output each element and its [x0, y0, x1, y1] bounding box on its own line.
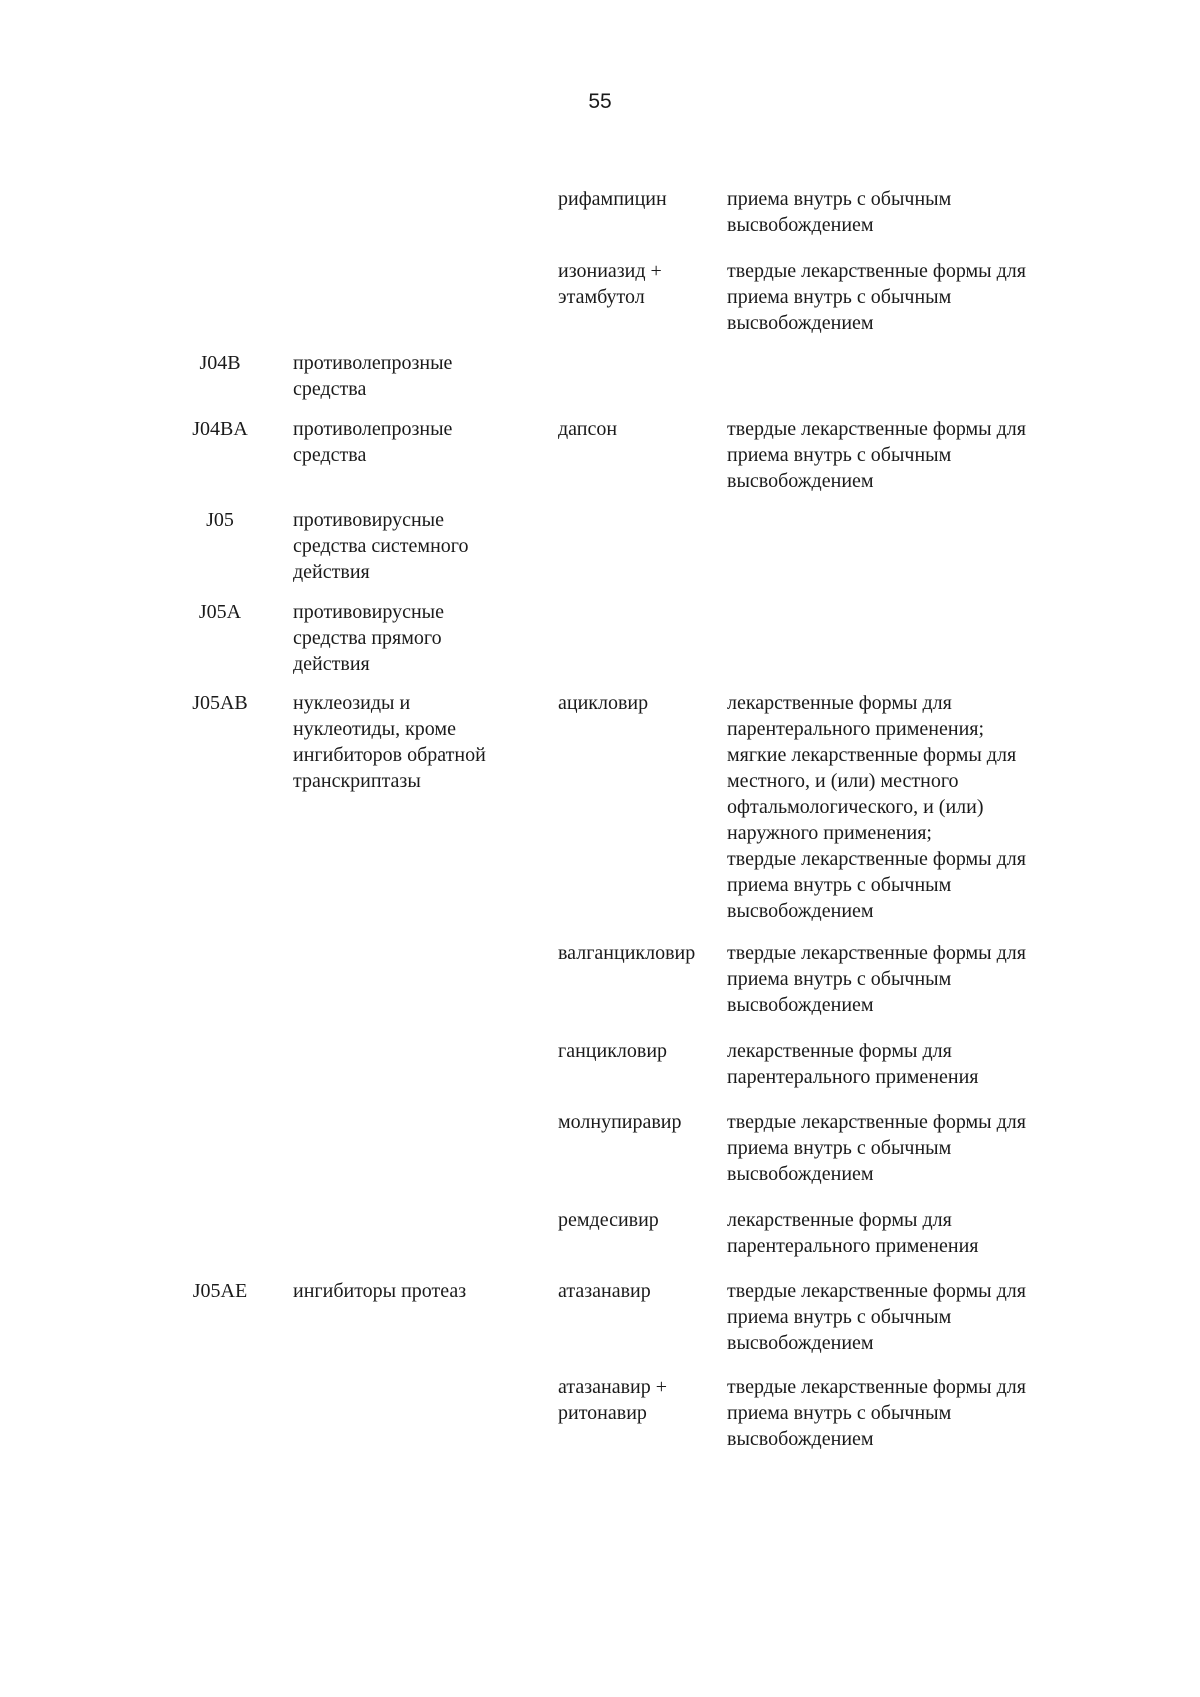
drug-name: ремдесивир — [558, 1209, 659, 1231]
atc-code: J05A — [198, 601, 242, 623]
group-name: противолепрозные средства — [293, 352, 453, 400]
page-number: 55 — [588, 90, 612, 113]
table-row — [180, 350, 1080, 416]
group-name: противолепрозные средства — [293, 418, 453, 466]
drug-name: валганцикловир — [558, 942, 696, 964]
drug-name: дапсон — [558, 418, 618, 440]
table-row — [180, 507, 1080, 599]
drug-name: ацикловир — [558, 692, 649, 714]
group-name: ингибиторы протеаз — [293, 1280, 467, 1302]
table-row — [180, 1278, 1080, 1374]
drug-name: изониазид + этамбутол — [558, 260, 662, 308]
atc-code: J04BA — [192, 418, 248, 440]
group-name: противовирусные средства системного действия — [293, 509, 469, 583]
dosage-form: лекарственные формы для парентерального применения — [727, 1040, 979, 1088]
atc-code: J04B — [199, 352, 241, 374]
table-row — [180, 1038, 1080, 1109]
atc-code: J05AE — [192, 1280, 248, 1302]
table-row — [180, 1109, 1080, 1207]
drug-name: ганцикловир — [558, 1040, 668, 1062]
table-row — [180, 690, 1080, 940]
drug-table — [180, 186, 1080, 1464]
table-row — [180, 258, 1080, 350]
dosage-form: лекарственные формы для парентерального применения — [727, 1209, 979, 1257]
table-row — [180, 416, 1080, 507]
dosage-form: твердые лекарственные формы для приема внутрь с обычным высвобождением — [727, 1280, 1026, 1354]
group-name: нуклеозиды и нуклеотиды, кроме ингибиторов обратной транскриптазы — [293, 692, 486, 792]
table-row — [180, 940, 1080, 1038]
table-row — [180, 599, 1080, 690]
table-row — [180, 1207, 1080, 1278]
dosage-form: приема внутрь с обычным высвобождением — [727, 188, 952, 236]
drug-name: атазанавир — [558, 1280, 651, 1302]
atc-code: J05AB — [192, 692, 248, 714]
dosage-form: твердые лекарственные формы для приема внутрь с обычным высвобождением — [727, 942, 1026, 1016]
table-row — [180, 1374, 1080, 1464]
drug-name: рифампицин — [558, 188, 667, 210]
dosage-form: твердые лекарственные формы для приема внутрь с обычным высвобождением — [727, 1111, 1026, 1185]
dosage-form: твердые лекарственные формы для приема внутрь с обычным высвобождением — [727, 260, 1026, 334]
drug-name: атазанавир + ритонавир — [558, 1376, 668, 1424]
table-row — [180, 186, 1080, 258]
dosage-form: твердые лекарственные формы для приема внутрь с обычным высвобождением — [727, 1376, 1026, 1450]
drug-name: молнупиравир — [558, 1111, 682, 1133]
atc-code: J05 — [206, 509, 234, 531]
dosage-form: лекарственные формы для парентерального применения; мягкие лекарственные формы для местного, и (или) местного офтальмологического, и (или) наружного применения; твердые лекарственные формы для приема внутрь с обычным высвобождением — [727, 692, 1026, 922]
group-name: противовирусные средства прямого действия — [293, 601, 444, 675]
dosage-form: твердые лекарственные формы для приема внутрь с обычным высвобождением — [727, 418, 1026, 492]
